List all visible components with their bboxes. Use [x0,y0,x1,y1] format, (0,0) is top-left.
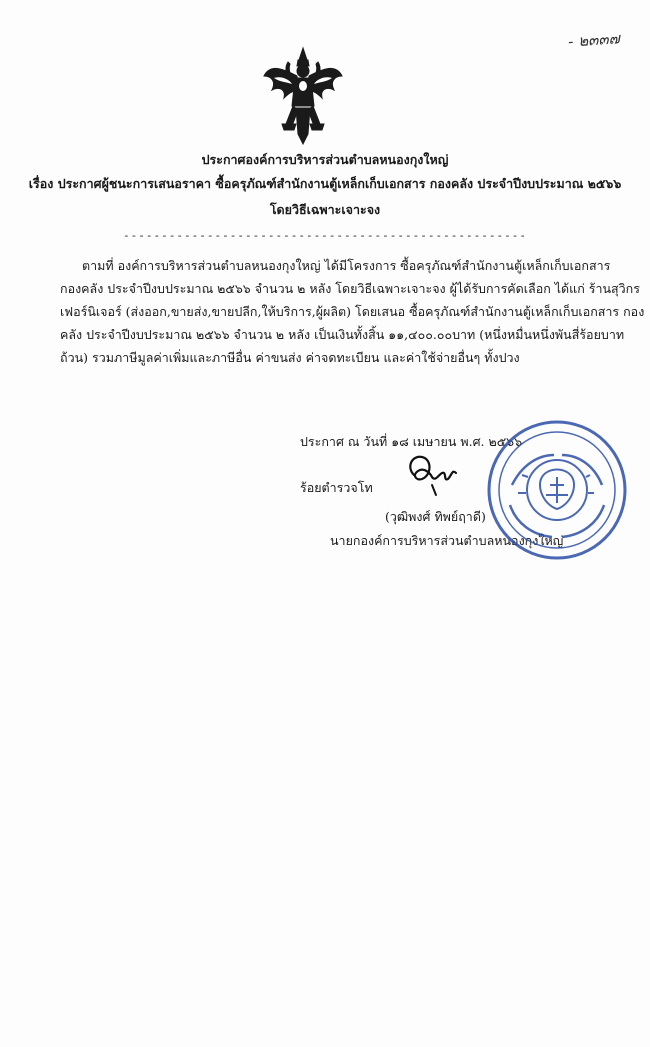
body-line: เฟอร์นิเจอร์ (ส่งออก,ขายส่ง,ขายปลีก,ให้บริการ,ผู้ผลิต) โดยเสนอ ซื้อครุภัณฑ์สำนักงานตู้เหล็กเก็บเอกสาร กอง [60,304,645,319]
announcement-heading: ประกาศองค์การบริหารส่วนตำบลหนองกุงใหญ่ [201,152,449,167]
handwritten-note: - ๒๓๓๗ [567,29,621,51]
announcement-body [60,254,645,369]
officer-title: นายกองค์การบริหารส่วนตำบลหนองกุงใหญ่ [330,533,564,548]
handwritten-signature-icon [402,445,492,505]
official-seal-stamp-icon [482,415,632,565]
officer-rank: ร้อยตำรวจโท [300,480,373,495]
divider-line: ----------------------------------------------------- [123,229,527,242]
body-line: ถ้วน) รวมภาษีมูลค่าเพิ่มและภาษีอื่น ค่าขนส่ง ค่าจดทะเบียน และค่าใช้จ่ายอื่นๆ ทั้งปวง [60,350,520,365]
body-line: กองคลัง ประจำปีงบประมาณ ๒๕๖๖ จำนวน ๒ หลัง โดยวิธีเฉพาะเจาะจง ผู้ได้รับการคัดเลือก ได้แก่ ร้านสุวิกร [60,281,640,296]
officer-name: (วุฒิพงศ์ ทิพย์ฤาดี) [385,509,486,524]
garuda-emblem-icon [262,46,344,146]
body-line: ตามที่ องค์การบริหารส่วนตำบลหนองกุงใหญ่ ได้มีโครงการ ซื้อครุภัณฑ์สำนักงานตู้เหล็กเก็บเอกสาร [82,258,611,273]
announcement-date: ประกาศ ณ วันที่ ๑๘ เมษายน พ.ศ. ๒๕๖๖ [300,434,523,449]
announcement-subject: เรื่อง ประกาศผู้ชนะการเสนอราคา ซื้อครุภัณฑ์สำนักงานตู้เหล็กเก็บเอกสาร กองคลัง ประจำปีงบประมาณ ๒๕๖๖ [28,176,622,191]
procurement-method: โดยวิธีเฉพาะเจาะจง [269,202,381,217]
body-line: คลัง ประจำปีงบประมาณ ๒๕๖๖ จำนวน ๒ หลัง เป็นเงินทั้งสิ้น ๑๑,๔๐๐.๐๐บาท (หนึ่งหมื่นหนึ่งพันสี่ร้อยบาท [60,327,625,342]
